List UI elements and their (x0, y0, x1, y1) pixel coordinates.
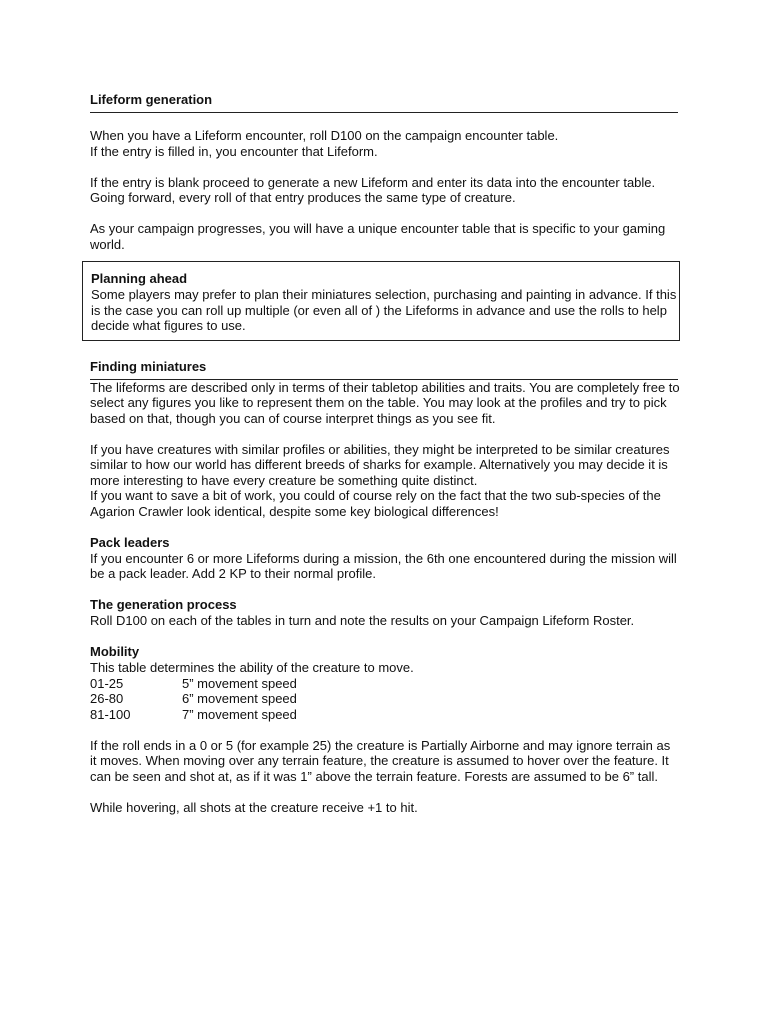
heading-mobility: Mobility (90, 644, 140, 659)
table-row (90, 691, 297, 707)
mobility-table (90, 676, 297, 723)
heading-planning-ahead: Planning ahead (91, 271, 188, 286)
paragraph-hovering: While hovering, all shots at the creature receive +1 to hit. (90, 799, 418, 815)
heading-finding-miniatures: Finding miniatures (90, 358, 207, 374)
roll-range: 26-80 (90, 691, 124, 706)
paragraph-planning-ahead: Some players may prefer to plan their miniatures selection, purchasing and painting in advance. If this is the case you can roll up multiple (or even all of ) the Lifeforms in advance and use the rolls to help decide what figures to use. (91, 287, 677, 333)
paragraph-save-work: If you want to save a bit of work, you could of course rely on the fact that the two sub-species of the Agarion Crawler look identical, despite some key biological differences! (90, 488, 661, 519)
paragraph-campaign-progress: As your campaign progresses, you will have a unique encounter table that is specific to your gaming world. (90, 221, 666, 252)
roll-result: 5” movement speed (182, 675, 297, 691)
planning-ahead-callout (82, 261, 680, 341)
paragraph-generation-process: Roll D100 on each of the tables in turn and note the results on your Campaign Lifeform Roster. (90, 613, 635, 628)
paragraph-pack-leaders: If you encounter 6 or more Lifeforms during a mission, the 6th one encountered during the mission will be a pack leader. Add 2 KP to their normal profile. (90, 550, 677, 581)
heading-lifeform-generation: Lifeform generation (90, 92, 213, 107)
paragraph-partially-airborne: If the roll ends in a 0 or 5 (for example 25) the creature is Partially Airborne and may ignore terrain as it moves. When moving over any terrain feature, the creature is assumed to hover over the feature. It can be seen and shot at, as if it was 1” above the terrain feature. Forests are assumed to be 6” tall. (90, 737, 671, 784)
paragraph-entry-filled: If the entry is filled in, you encounter that Lifeform. (90, 143, 378, 159)
roll-range: 81-100 (90, 706, 131, 722)
paragraph-lifeforms-described: The lifeforms are described only in terms of their tabletop abilities and traits. You are completely free to select any figures you like to represent them on the table. You may look at the profiles and try to pick based on that, though you can of course interpret things as you see fit. (90, 379, 680, 426)
heading-generation-process: The generation process (90, 597, 237, 612)
paragraph-mobility-intro: This table determines the ability of the creature to move. (90, 660, 414, 675)
roll-result: 6” movement speed (182, 691, 297, 706)
roll-result: 7” movement speed (182, 706, 297, 722)
table-row (90, 676, 297, 692)
document-page (90, 92, 680, 815)
paragraph-entry-blank: If the entry is blank proceed to generate a new Lifeform and enter its data into the encounter table. Going forward, every roll of that entry produces the same type of creature. (90, 174, 656, 205)
table-row (90, 707, 297, 723)
roll-range: 01-25 (90, 675, 124, 691)
paragraph-similar-creatures: If you have creatures with similar profiles or abilities, they might be interpreted to be similar creatures similar to how our world has different breeds of sharks for example. Alternatively you may decide it is more interesting to have every creature be something quite distinct. (90, 441, 670, 488)
paragraph-encounter-roll: When you have a Lifeform encounter, roll D100 on the campaign encounter table. (90, 128, 559, 143)
heading-pack-leaders: Pack leaders (90, 534, 170, 550)
